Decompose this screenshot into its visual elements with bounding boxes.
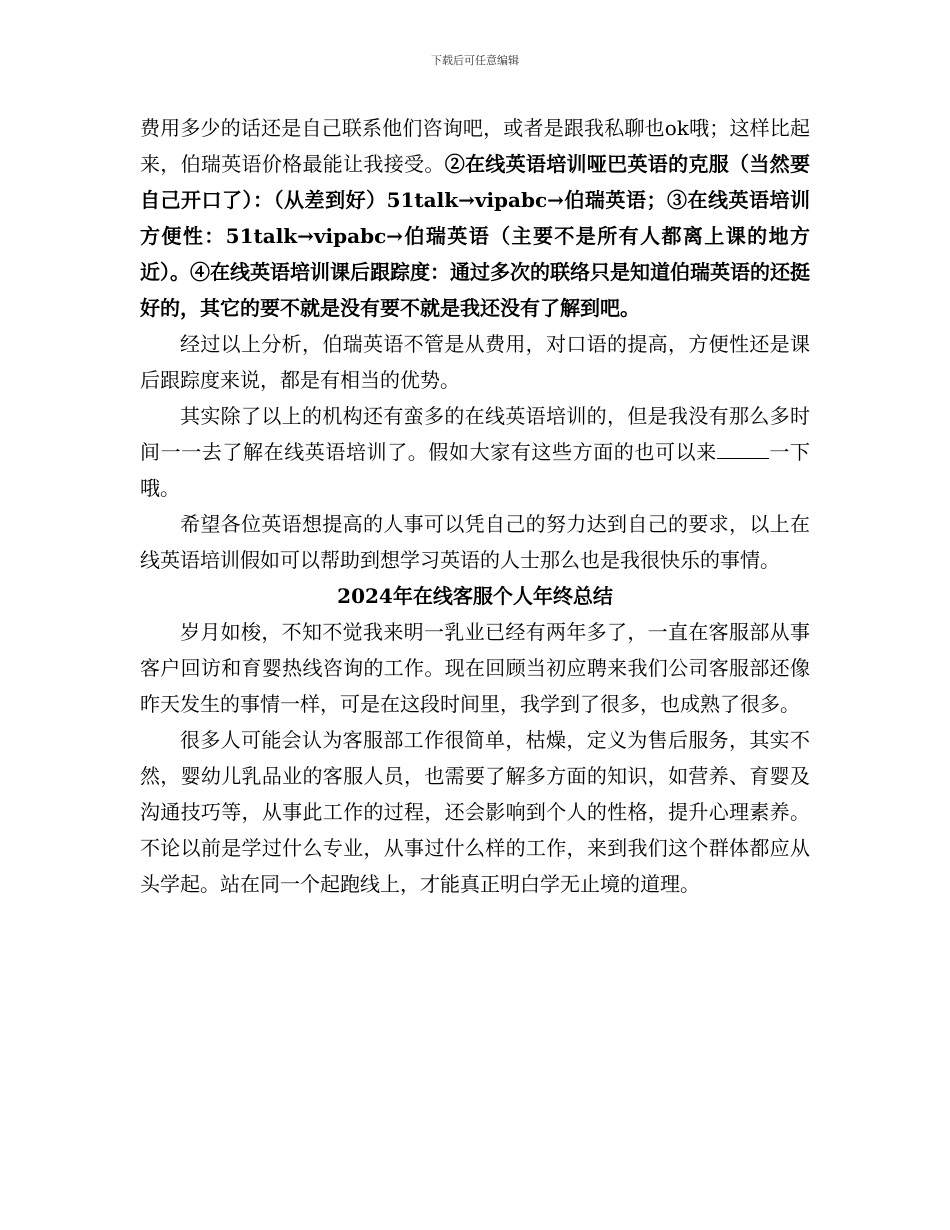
document-body	[140, 110, 810, 902]
paragraph-3-text-before-blank: 其实除了以上的机构还有蛮多的在线英语培训的，但是我没有那么多时间一一去了解在线英语培训了。假如大家有这些方面的也可以来	[140, 404, 810, 464]
paragraph-5: 岁月如梭，不知不觉我来明一乳业已经有两年多了，一直在客服部从事客户回访和育婴热线咨询的工作。现在回顾当初应聘来我们公司客服部还像昨天发生的事情一样，可是在这段时间里，我学到了很多，也成熟了很多。	[140, 620, 810, 716]
paragraph-4: 希望各位英语想提高的人事可以凭自己的努力达到自己的要求，以上在线英语培训假如可以帮助到想学习英语的人士那么也是我很快乐的事情。	[140, 512, 810, 572]
paragraph-1-bold-text: ②在线英语培训哑巴英语的克服（当然要自己开口了）：（从差到好）51talk→vipabc→伯瑞英语；③在线英语培训方便性：51talk→vipabc→伯瑞英语（主要不是所有人都离上课的地方近）。④在线英语培训课后跟踪度：通过多次的联络只是知道伯瑞英语的还挺好的，其它的要不就是没有要不就是我还没有了解到吧。	[140, 152, 810, 320]
paragraph-1	[140, 110, 810, 326]
fill-in-blank	[717, 436, 769, 459]
paragraph-6: 很多人可能会认为客服部工作很简单，枯燥，定义为售后服务，其实不然，婴幼儿乳品业的客服人员，也需要了解多方面的知识，如营养、育婴及沟通技巧等，从事此工作的过程，还会影响到个人的性格，提升心理素养。不论以前是学过什么专业，从事过什么样的工作，来到我们这个群体都应从头学起。站在同一个起跑线上，才能真正明白学无止境的道理。	[140, 728, 810, 896]
paragraph-3	[140, 398, 810, 506]
paragraph-1-normal-text: 费用多少的话还是自己联系他们咨询吧，或者是跟我私聊也ok哦；这样比起来，伯瑞英语价格最能让我接受。	[140, 116, 810, 176]
paragraph-3-text-after-blank: 一下哦。	[140, 440, 811, 500]
page-header: 下载后可任意编辑	[431, 54, 519, 67]
section-title: 2024年在线客服个人年终总结	[337, 584, 613, 608]
paragraph-2: 经过以上分析，伯瑞英语不管是从费用，对口语的提高，方便性还是课后跟踪度来说，都是有相当的优势。	[140, 332, 810, 392]
